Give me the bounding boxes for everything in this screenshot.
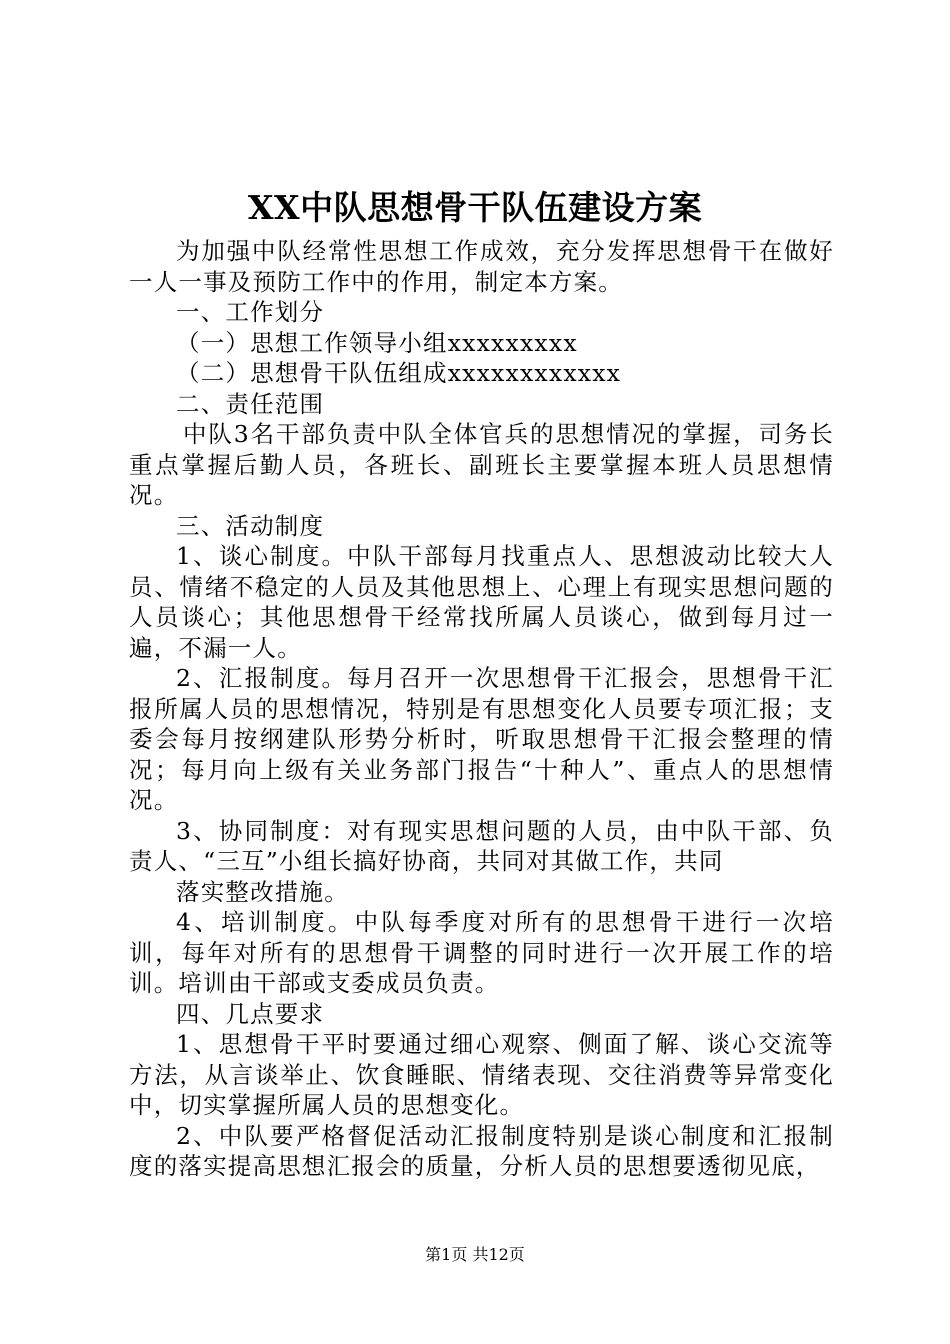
page-footer: 第1页 共12页 <box>425 1245 525 1264</box>
coordination-system-paragraph: 3、协同制度：对有现实思想问题的人员，由中队干部、负责人、“三互”小组长搞好协商，共同对其做工作，共同 <box>129 816 834 875</box>
section-heading-responsibility: 二、责任范围 <box>176 389 325 418</box>
intro-paragraph: 为加强中队经常性思想工作成效，充分发挥思想骨干在做好一人一事及预防工作中的作用，制定本方案。 <box>129 237 834 296</box>
section-heading-requirements: 四、几点要求 <box>176 999 325 1028</box>
responsibility-paragraph: 中队3名干部负责中队全体官兵的思想情况的掌握，司务长重点掌握后勤人员，各班长、副班长主要掌握本班人员思想情况。 <box>129 420 834 509</box>
document-body <box>129 236 834 1182</box>
requirement-1-paragraph: 1、思想骨干平时要通过细心观察、侧面了解、谈心交流等方法，从言谈举止、饮食睡眠、情绪表现、交往消费等异常变化中，切实掌握所属人员的思想变化。 <box>129 1030 834 1119</box>
coordination-system-continuation: 落实整改措施。 <box>176 877 349 906</box>
subsection-leadership-group: （一）思想工作领导小组xxxxxxxxx <box>176 328 578 357</box>
report-system-paragraph: 2、汇报制度。每月召开一次思想骨干汇报会，思想骨干汇报所属人员的思想情况，特别是有思想变化人员要专项汇报；支委会每月按纲建队形势分析时，听取思想骨干汇报会整理的情况；每月向上级有关业务部门报告“十种人”、重点人的思想情况。 <box>129 664 834 814</box>
document-title: XX中队思想骨干队伍建设方案 <box>247 188 703 227</box>
section-heading-activity-system: 三、活动制度 <box>176 511 325 540</box>
talk-system-paragraph: 1、谈心制度。中队干部每月找重点人、思想波动比较大人员、情绪不稳定的人员及其他思想上、心理上有现实思想问题的人员谈心；其他思想骨干经常找所属人员谈心，做到每月过一遍，不漏一人。 <box>129 542 834 662</box>
section-heading-work-division: 一、工作划分 <box>176 298 325 326</box>
requirement-2-paragraph: 2、中队要严格督促活动汇报制度特别是谈心制度和汇报制度的落实提高思想汇报会的质量，分析人员的思想要透彻见底， <box>129 1121 834 1180</box>
training-system-paragraph: 4、培训制度。中队每季度对所有的思想骨干进行一次培训，每年对所有的思想骨干调整的同时进行一次开展工作的培训。培训由干部或支委成员负责。 <box>129 908 834 997</box>
subsection-backbone-team: （二）思想骨干队伍组成xxxxxxxxxxxx <box>176 359 622 387</box>
